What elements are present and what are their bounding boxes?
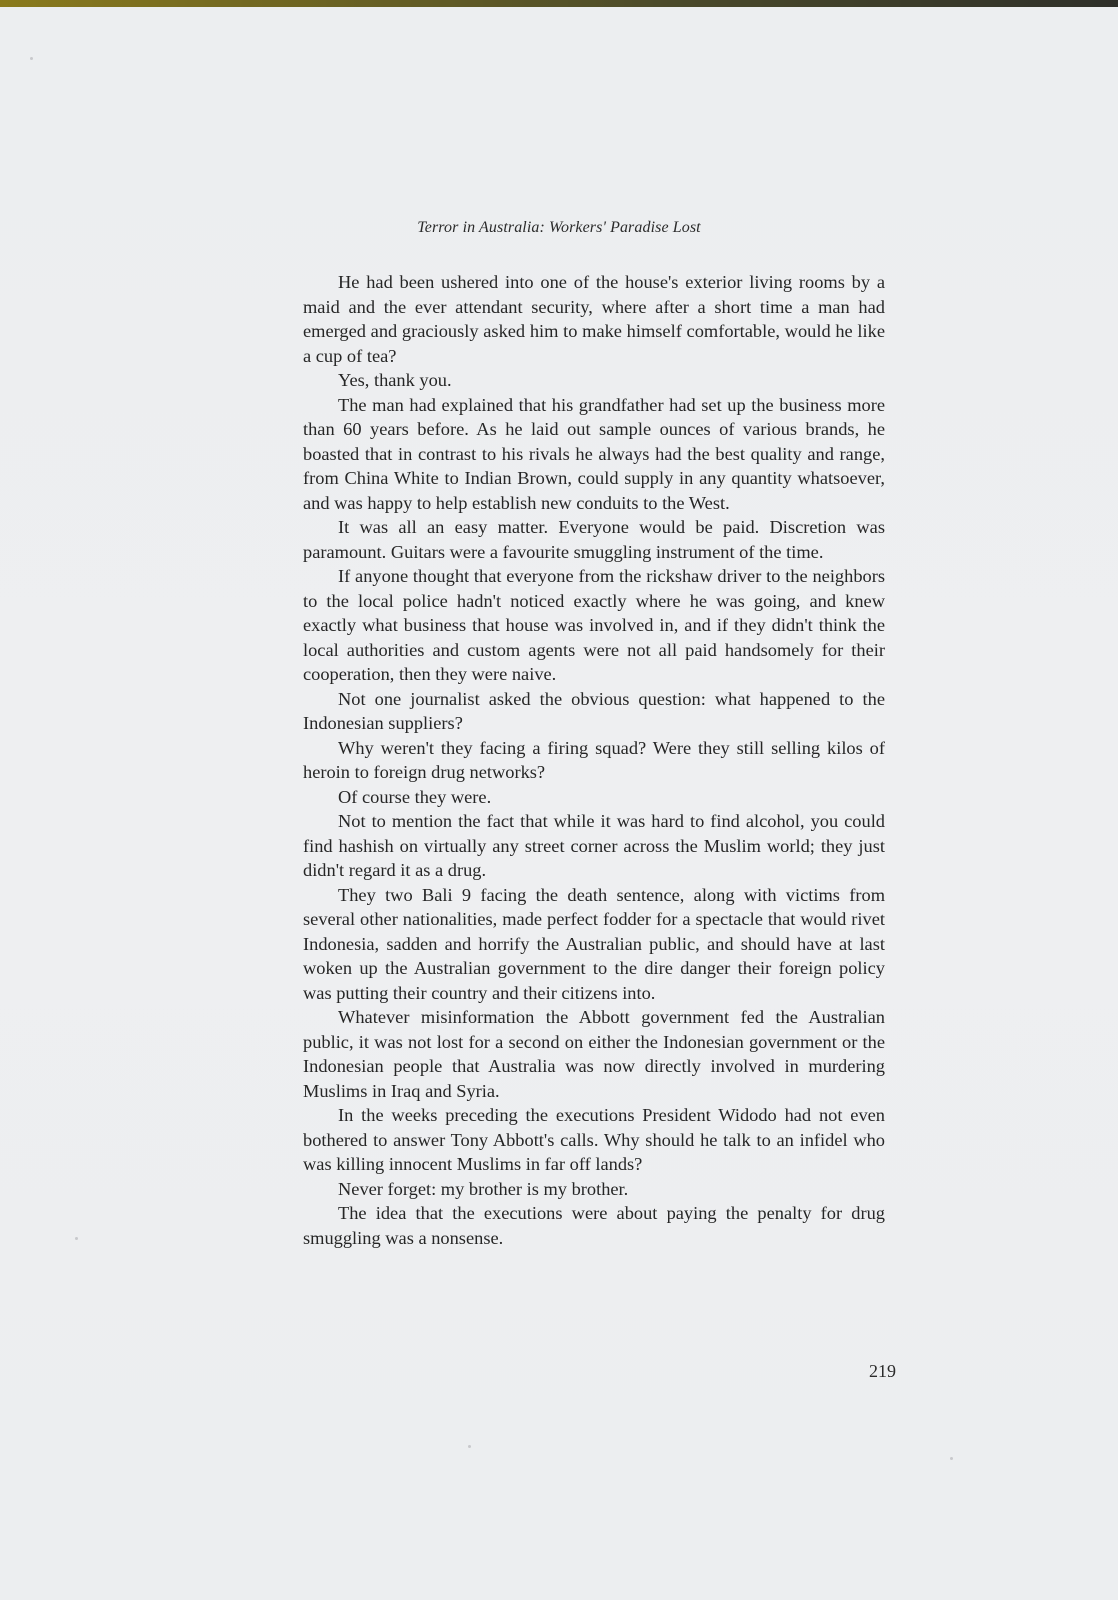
dust-speck <box>30 57 33 60</box>
scan-top-edge <box>0 0 1118 7</box>
body-text <box>303 270 885 1250</box>
paragraph: It was all an easy matter. Everyone would be paid. Discretion was paramount. Guitars were a favourite smuggling instrument of the time. <box>303 517 885 562</box>
dust-speck <box>75 1237 78 1240</box>
page-number: 219 <box>869 1361 896 1381</box>
paragraph: The idea that the executions were about paying the penalty for drug smuggling was a nonsense. <box>303 1203 885 1248</box>
paragraph: Of course they were. <box>338 786 492 807</box>
dust-speck <box>950 1457 953 1460</box>
paragraph: In the weeks preceding the executions President Widodo had not even bothered to answer Tony Abbott's calls. Why should he talk to an infidel who was killing innocent Muslims in far off lands? <box>303 1105 885 1174</box>
paragraph: Why weren't they facing a firing squad? Were they still selling kilos of heroin to foreign drug networks? <box>303 737 885 782</box>
paragraph: The man had explained that his grandfather had set up the business more than 60 years before. As he laid out sample ounces of various brands, he boasted that in contrast to his rivals he always had the best quality and range, from China White to Indian Brown, could supply in any quantity whatsoever, and was happy to help establish new conduits to the West. <box>303 394 885 513</box>
paragraph: Never forget: my brother is my brother. <box>338 1178 629 1199</box>
paragraph: Not one journalist asked the obvious question: what happened to the Indonesian suppliers? <box>303 688 885 733</box>
paragraph: Not to mention the fact that while it was hard to find alcohol, you could find hashish on virtually any street corner across the Muslim world; they just didn't regard it as a drug. <box>303 811 885 880</box>
paragraph: If anyone thought that everyone from the rickshaw driver to the neighbors to the local police hadn't noticed exactly where he was going, and knew exactly what business that house was involved in, and if they didn't think the local authorities and custom agents were not all paid handsomely for their cooperation, then they were naive. <box>303 566 885 684</box>
dust-speck <box>468 1445 471 1448</box>
running-head: Terror in Australia: Workers' Paradise Lost <box>417 219 701 236</box>
paragraph: Whatever misinformation the Abbott government fed the Australian public, it was not lost for a second on either the Indonesian government or the Indonesian people that Australia was now directly involved in murdering Muslims in Iraq and Syria. <box>303 1007 885 1101</box>
paragraph: He had been ushered into one of the house's exterior living rooms by a maid and the ever attendant security, where after a short time a man had emerged and graciously asked him to make himself comfortable, would he like a cup of tea? <box>303 272 885 366</box>
paragraph: Yes, thank you. <box>338 370 452 390</box>
paragraph: They two Bali 9 facing the death sentence, along with victims from several other nationalities, made perfect fodder for a spectacle that would rivet Indonesia, sadden and horrify the Australian public, and should have at last woken up the Australian government to the dire danger their foreign policy was putting their country and their citizens into. <box>303 884 885 1003</box>
